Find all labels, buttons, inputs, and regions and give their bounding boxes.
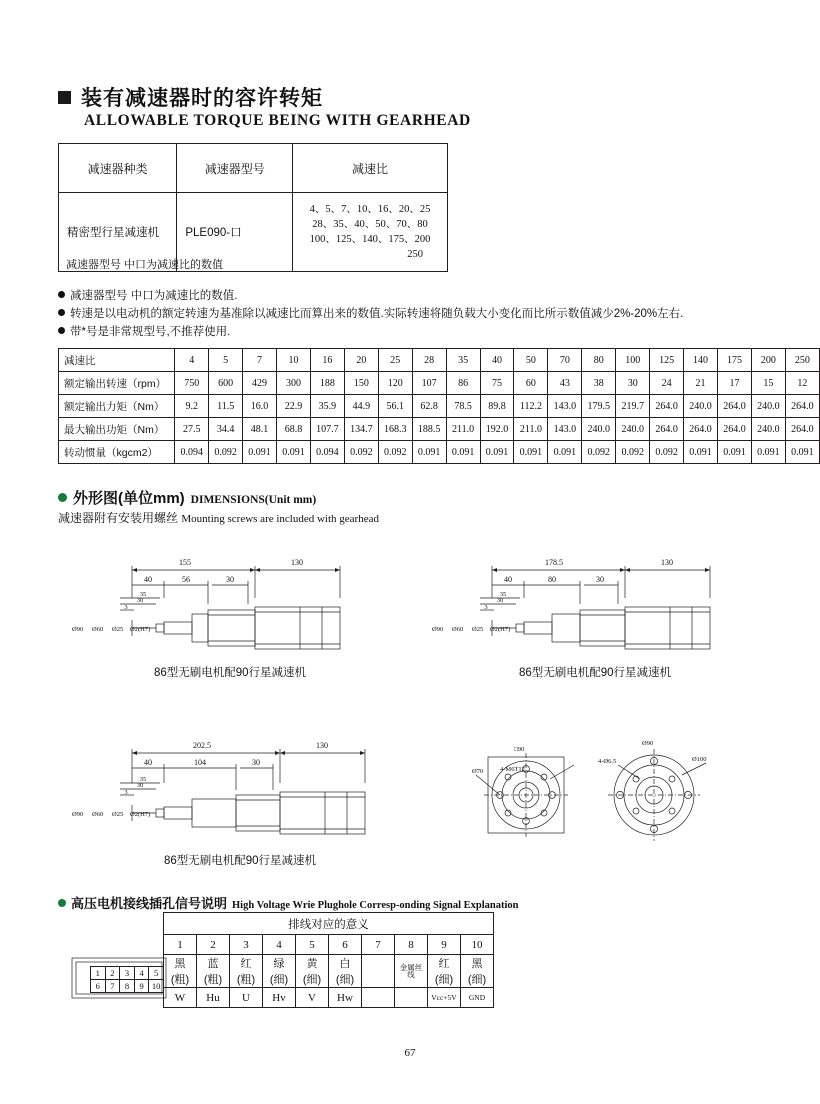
cell: 38 (582, 372, 616, 395)
cell: 750 (175, 372, 209, 395)
cell: 429 (243, 372, 277, 395)
dim-label: 178.5 (545, 558, 563, 567)
dim-label: 130 (316, 741, 328, 750)
type-table-header-model: 减速器型号 (177, 144, 293, 193)
connector-pin-grid (90, 966, 164, 993)
dim-label: 30 (136, 782, 144, 789)
cell: 100 (616, 349, 650, 372)
pin-9: 9 (135, 980, 150, 992)
drawing-front-view-square (470, 735, 590, 845)
cell: 25 (378, 349, 412, 372)
cell: 2 (197, 935, 230, 955)
cell: 15 (751, 372, 785, 395)
dim-label: 3 (484, 604, 488, 611)
note-text: 减速器型号 中口为减速比的数值. (70, 290, 238, 302)
table-row (164, 955, 494, 988)
dim-label: 35 (139, 776, 147, 783)
dimensions-heading-cn: 外形图(单位mm) (73, 490, 185, 507)
cell: 188.5 (412, 418, 446, 441)
ratio-line-3: 100、125、140、175、200 (309, 234, 431, 245)
cell: 70 (548, 349, 582, 372)
cell: 30 (616, 372, 650, 395)
bullet-icon (58, 291, 65, 298)
cell: 264.0 (785, 395, 819, 418)
note-text: 转速是以电动机的额定转速为基准除以减速比而算出来的数值.实际转速将随负载大小变化而比所示数值减少2%-20%左右. (70, 307, 684, 320)
dim-label: 130 (291, 558, 303, 567)
dim-label: 35 (139, 591, 147, 598)
note-text: 带*号是非常规型号,不推荐使用. (70, 325, 231, 338)
cell: 35.9 (310, 395, 344, 418)
cell: 120 (378, 372, 412, 395)
cell: 10 (461, 935, 494, 955)
connector-drawing (76, 962, 161, 991)
table-row (164, 988, 494, 1008)
dim-label: Ø90 (72, 626, 84, 633)
cell: 40 (480, 349, 514, 372)
cell: 80 (582, 349, 616, 372)
cell: 75 (480, 372, 514, 395)
dim-label: Ø25 (112, 811, 124, 818)
cell: 5 (209, 349, 243, 372)
table-row (59, 144, 448, 193)
cell: 0.091 (751, 441, 785, 464)
cell: 0.092 (209, 441, 243, 464)
cell: 21 (684, 372, 718, 395)
cell: 44.9 (344, 395, 378, 418)
cell: 143.0 (548, 395, 582, 418)
cell: 264.0 (785, 418, 819, 441)
dim-label: 104 (194, 758, 206, 767)
cell: 86 (446, 372, 480, 395)
cell: Vcc+5V (428, 988, 461, 1008)
cell: 9.2 (175, 395, 209, 418)
cell: 3 (230, 935, 263, 955)
dim-label: Ø70 (472, 768, 484, 775)
table-row (59, 349, 820, 372)
pin-6: 6 (91, 980, 106, 992)
drawing-motor-gearhead-155 (60, 552, 400, 679)
notes-list (58, 288, 683, 341)
cell: 0.091 (480, 441, 514, 464)
dimensions-subnote-cn: 减速器附有安装用螺丝 (58, 511, 179, 525)
ratio-line-2: 28、35、40、50、70、80 (312, 218, 428, 230)
cell: 0.091 (412, 441, 446, 464)
dim-label: 40 (144, 758, 152, 767)
cell: 金属丝线 (395, 955, 428, 988)
bullet-icon (58, 327, 65, 334)
cell: 134.7 (344, 418, 378, 441)
cell: 4 (175, 349, 209, 372)
cell: 50 (514, 349, 548, 372)
cell: U (230, 988, 263, 1008)
pin-4: 4 (135, 967, 150, 980)
cell: 7 (362, 935, 395, 955)
pin-1: 1 (91, 967, 106, 980)
dim-label: 3 (124, 604, 128, 611)
cell: 150 (344, 372, 378, 395)
cell: 60 (514, 372, 548, 395)
spec-label-rated-torque: 额定输出力矩（Nm） (59, 395, 175, 418)
cell: 179.5 (582, 395, 616, 418)
dim-label: 40 (144, 575, 152, 584)
type-table-note: 减速器型号 中口为减速比的数值 (66, 259, 224, 271)
cell: 0.094 (310, 441, 344, 464)
cell: 0.091 (243, 441, 277, 464)
cell: 600 (209, 372, 243, 395)
dim-label: Ø2(H7) (130, 626, 151, 633)
cell: 89.8 (480, 395, 514, 418)
spec-label-max-torque: 最大输出功矩（Nm） (59, 418, 175, 441)
table-row (59, 395, 820, 418)
cell: 10 (277, 349, 311, 372)
dim-label: Ø90 (432, 626, 444, 633)
cell: 黑(粗) (164, 955, 197, 988)
cell: 264.0 (684, 418, 718, 441)
cell: 168.3 (378, 418, 412, 441)
dim-label: 4-Ø6.5 (598, 758, 617, 765)
cell: 8 (395, 935, 428, 955)
cell: 9 (428, 935, 461, 955)
dim-label: 30 (136, 597, 144, 604)
drawing-caption: 86型无刷电机配90行星减速机 (163, 855, 317, 867)
dim-label: Ø60 (452, 626, 464, 633)
type-table-ratios (293, 193, 448, 272)
dim-label: 202.5 (193, 741, 211, 750)
cell: 140 (684, 349, 718, 372)
pin-5: 5 (149, 967, 163, 980)
cell: 143.0 (548, 418, 582, 441)
square-marker-icon (58, 91, 71, 104)
dim-label: 30 (226, 575, 234, 584)
dim-label: Ø25 (472, 626, 484, 633)
cell: 白(细) (329, 955, 362, 988)
cell: 112.2 (514, 395, 548, 418)
cell: 125 (650, 349, 684, 372)
table-row (59, 372, 820, 395)
cell: 绿(细) (263, 955, 296, 988)
cell: 28 (412, 349, 446, 372)
page-title (58, 82, 323, 112)
cell: 0.091 (277, 441, 311, 464)
gearhead-type-table (58, 143, 448, 272)
cell: 0.091 (446, 441, 480, 464)
dim-label: Ø100 (692, 756, 707, 763)
cell: 16.0 (243, 395, 277, 418)
type-table-kind: 精密型行星减速机 (59, 193, 177, 272)
table-row (59, 418, 820, 441)
dim-label: Ø2(H7) (490, 626, 511, 633)
cell: 17 (718, 372, 752, 395)
dim-label: Ø90 (642, 740, 654, 747)
cell: 175 (718, 349, 752, 372)
drawing-caption: 86型无刷电机配90行星减速机 (153, 667, 307, 679)
cell: 264.0 (650, 395, 684, 418)
cell: 264.0 (718, 395, 752, 418)
drawing-motor-gearhead-178 (420, 552, 760, 679)
dim-label: 40 (504, 575, 512, 584)
spec-label-inertia: 转动惯量（kgcm2） (59, 441, 175, 464)
cell: 240.0 (616, 418, 650, 441)
cell: 240.0 (751, 395, 785, 418)
specification-table (58, 348, 820, 464)
bullet-icon (58, 309, 65, 316)
dimensions-heading (58, 487, 316, 508)
cell: 11.5 (209, 395, 243, 418)
spec-label-rated-speed: 额定输出转速（rpm） (59, 372, 175, 395)
cell: W (164, 988, 197, 1008)
cell: GND (461, 988, 494, 1008)
dimensions-subnote (58, 509, 379, 526)
note-item (58, 288, 683, 306)
cell: 211.0 (514, 418, 548, 441)
cell: 24 (650, 372, 684, 395)
cell: 56.1 (378, 395, 412, 418)
dim-label: □90 (514, 746, 525, 753)
pin-2: 2 (106, 967, 121, 980)
connector-row-top (91, 967, 163, 980)
pin-10: 10 (151, 981, 161, 991)
dim-label: 30 (252, 758, 260, 767)
cell: 264.0 (718, 418, 752, 441)
cell: 62.8 (412, 395, 446, 418)
cell: 0.092 (582, 441, 616, 464)
dim-label: 35 (499, 591, 507, 598)
cell: 蓝(粗) (197, 955, 230, 988)
signal-table-title: 排线对应的意义 (164, 913, 494, 935)
cell: 48.1 (243, 418, 277, 441)
cell: 192.0 (480, 418, 514, 441)
dimensions-heading-en: DIMENSIONS(Unit mm) (190, 494, 317, 506)
signal-heading-en: High Voltage Wrie Plughole Corresp-onding Signal Explanation (232, 900, 519, 911)
cell: 红(粗) (230, 955, 263, 988)
dim-label: Ø25 (112, 626, 124, 633)
type-table-header-kind: 减速器种类 (59, 144, 177, 193)
cell: 27.5 (175, 418, 209, 441)
signal-heading (58, 893, 519, 912)
cell: 黄(细) (296, 955, 329, 988)
cell: V (296, 988, 329, 1008)
cell: 0.091 (548, 441, 582, 464)
cell: 20 (344, 349, 378, 372)
cell: 35 (446, 349, 480, 372)
cell: 黑(细) (461, 955, 494, 988)
cell (362, 988, 395, 1008)
cell (395, 988, 428, 1008)
drawing-front-view-round (596, 735, 726, 845)
cell (362, 955, 395, 988)
dimensions-subnote-en: Mounting screws are included with gearhead (181, 513, 379, 525)
cell: 12 (785, 372, 819, 395)
dim-label: 30 (496, 597, 504, 604)
cell: 300 (277, 372, 311, 395)
pin-8: 8 (120, 980, 135, 992)
cell: 240.0 (582, 418, 616, 441)
page-title-cn: 装有减速器时的容许转矩 (81, 87, 323, 110)
dim-label: Ø60 (92, 626, 104, 633)
table-row (164, 935, 494, 955)
signal-table (163, 912, 494, 1008)
cell: 0.091 (514, 441, 548, 464)
dim-label: Ø2(H7) (130, 811, 151, 818)
cell: Hv (263, 988, 296, 1008)
dim-label: 155 (179, 558, 191, 567)
dim-label: 56 (182, 575, 190, 584)
signal-heading-cn: 高压电机接线插孔信号说明 (71, 896, 228, 911)
note-item (58, 306, 683, 324)
cell: 红(细) (428, 955, 461, 988)
cell: 264.0 (650, 418, 684, 441)
pin-3: 3 (120, 967, 135, 980)
cell: 0.091 (684, 441, 718, 464)
dim-label: 130 (661, 558, 673, 567)
cell: 34.4 (209, 418, 243, 441)
cell: 0.092 (616, 441, 650, 464)
cell: 240.0 (751, 418, 785, 441)
cell: 107 (412, 372, 446, 395)
cell: 6 (329, 935, 362, 955)
cell: 211.0 (446, 418, 480, 441)
dim-label: 4-M6T12 (500, 766, 525, 773)
green-dot-icon (58, 493, 67, 502)
cell: 22.9 (277, 395, 311, 418)
cell: 0.092 (378, 441, 412, 464)
green-dot-icon (58, 899, 66, 907)
cell: 250 (785, 349, 819, 372)
type-table-model: PLE090-口 (177, 193, 293, 272)
note-item (58, 324, 683, 342)
cell: 7 (243, 349, 277, 372)
dim-label: 30 (596, 575, 604, 584)
pin-7: 7 (106, 980, 121, 992)
cell: 0.094 (175, 441, 209, 464)
dim-label: Ø60 (92, 811, 104, 818)
cell: Hu (197, 988, 230, 1008)
cell: 4 (263, 935, 296, 955)
cell: 5 (296, 935, 329, 955)
cell: 68.8 (277, 418, 311, 441)
cell: 78.5 (446, 395, 480, 418)
cell: 107.7 (310, 418, 344, 441)
cell: 43 (548, 372, 582, 395)
cell: 240.0 (684, 395, 718, 418)
dim-label: 3 (124, 789, 128, 796)
cell: 0.091 (785, 441, 819, 464)
dim-label: 80 (548, 575, 556, 584)
cell: Hw (329, 988, 362, 1008)
page-title-en: ALLOWABLE TORQUE BEING WITH GEARHEAD (84, 112, 471, 129)
table-row (164, 913, 494, 935)
cell: 188 (310, 372, 344, 395)
page-number: 67 (404, 1047, 416, 1059)
spec-label-ratio: 减速比 (59, 349, 175, 372)
cell: 0.092 (344, 441, 378, 464)
drawing-motor-gearhead-202 (60, 735, 420, 867)
dim-label: Ø90 (72, 811, 84, 818)
ratio-line-1: 4、5、7、10、16、20、25 (309, 203, 431, 215)
table-row (59, 441, 820, 464)
cell: 1 (164, 935, 197, 955)
drawing-caption: 86型无刷电机配90行星减速机 (518, 667, 672, 679)
ratio-line-4: 250 (407, 249, 423, 261)
type-table-header-ratio: 减速比 (293, 144, 448, 193)
cell: 0.091 (718, 441, 752, 464)
cell: 0.092 (650, 441, 684, 464)
cell: 219.7 (616, 395, 650, 418)
cell: 16 (310, 349, 344, 372)
connector-row-bottom (91, 980, 163, 992)
cell: 200 (751, 349, 785, 372)
